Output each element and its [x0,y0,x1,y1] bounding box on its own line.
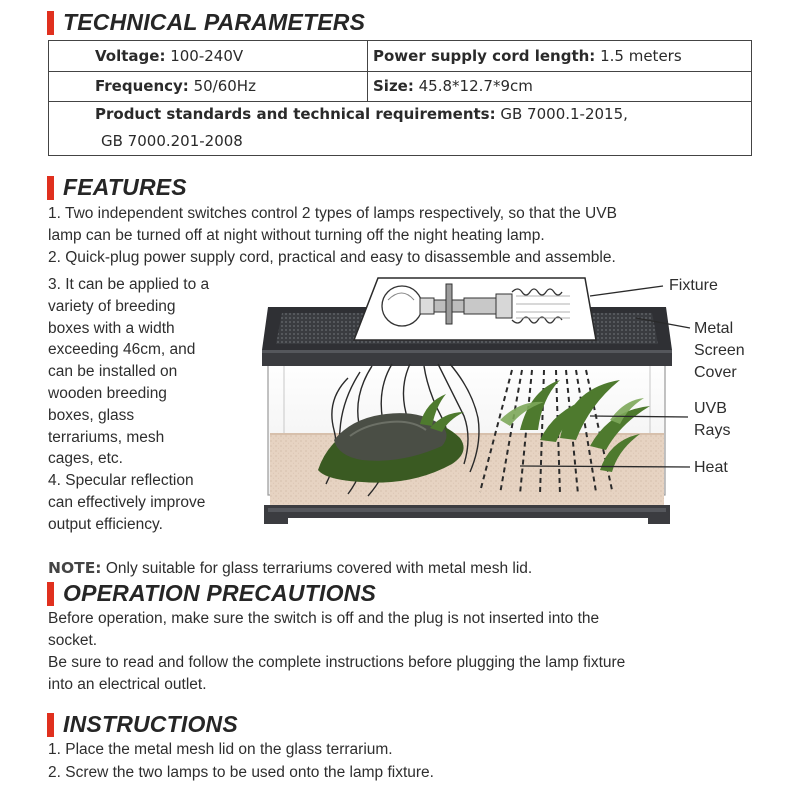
cover-label-line-2: Screen [694,342,745,359]
operation-line-2: socket. [48,632,98,649]
feature-3-line: wooden breeding [48,384,167,402]
uvb-label-line-2: Rays [694,422,731,439]
feature-3-line: variety of breeding [48,297,176,315]
standards-value: GB 7000.1-2015, [500,105,628,123]
feature-1-line-1: 1. Two independent switches control 2 types of lamps respectively, so that the UVB [48,205,617,222]
feature-3-line: terrariums, mesh [48,428,165,446]
feature-1-line-2: lamp can be turned off at night without turning off the night heating lamp. [48,227,545,244]
terrarium-base-edge [268,508,666,512]
feature-3-line: can be installed on [48,363,178,381]
operation-precautions-title: OPERATION PRECAUTIONS [63,580,377,606]
technical-parameters-title: TECHNICAL PARAMETERS [63,9,366,35]
cover-label-line-1: Metal [694,320,734,337]
instructions-title: INSTRUCTIONS [63,711,238,737]
note-text: Only suitable for glass terrariums covered with metal mesh lid. [105,560,533,577]
standards-value: GB 7000.201-2008 [101,132,243,150]
voltage-value: 100-240V [170,47,244,65]
fixture-label: Fixture [669,277,718,294]
feature-3-line: boxes, glass [48,406,135,424]
section-marker [47,713,54,737]
frequency-label: Frequency: [95,77,189,95]
cover-label-line-3: Cover [694,364,737,381]
uvb-label-line-1: UVB [694,400,727,417]
size-label: Size: [373,77,414,95]
operation-line-3: Be sure to read and follow the complete instructions before plugging the lamp fixture [48,654,626,671]
size-value: 45.8*12.7*9cm [418,77,533,95]
feature-4-line: 4. Specular reflection [48,472,194,490]
note-label: NOTE: [48,559,102,577]
cord-length-label: Power supply cord length: [373,47,596,65]
terrarium-base [264,505,670,524]
note [48,559,532,578]
instruction-step-2: 2. Screw the two lamps to be used onto the lamp fixture. [48,764,434,781]
lid-rim-highlight [262,350,672,353]
operation-precautions-header [47,580,376,607]
feature-3-line: boxes with a width [48,319,175,337]
frequency-value: 50/60Hz [193,77,256,95]
standards-label: Product standards and technical requirements: [95,105,496,123]
voltage-label: Voltage: [95,47,166,65]
instructions-header [47,711,238,738]
feature-3-line: cages, etc. [48,450,123,468]
feature-3-line: exceeding 46cm, and [48,341,196,359]
feature-3-line: 3. It can be applied to a [48,276,210,293]
feature-4-line: output efficiency. [48,515,163,533]
operation-line-1: Before operation, make sure the switch is off and the plug is not inserted into the [48,610,600,627]
instruction-step-1: 1. Place the metal mesh lid on the glass terrarium. [48,741,393,758]
feature-2: 2. Quick-plug power supply cord, practical and easy to disassemble and assemble. [48,249,616,266]
features-title: FEATURES [63,174,187,200]
feature-4-line: can effectively improve [48,493,206,511]
heat-label: Heat [694,459,728,476]
section-marker [47,582,54,606]
cord-length-value: 1.5 meters [600,47,682,65]
operation-line-4: into an electrical outlet. [48,676,207,693]
